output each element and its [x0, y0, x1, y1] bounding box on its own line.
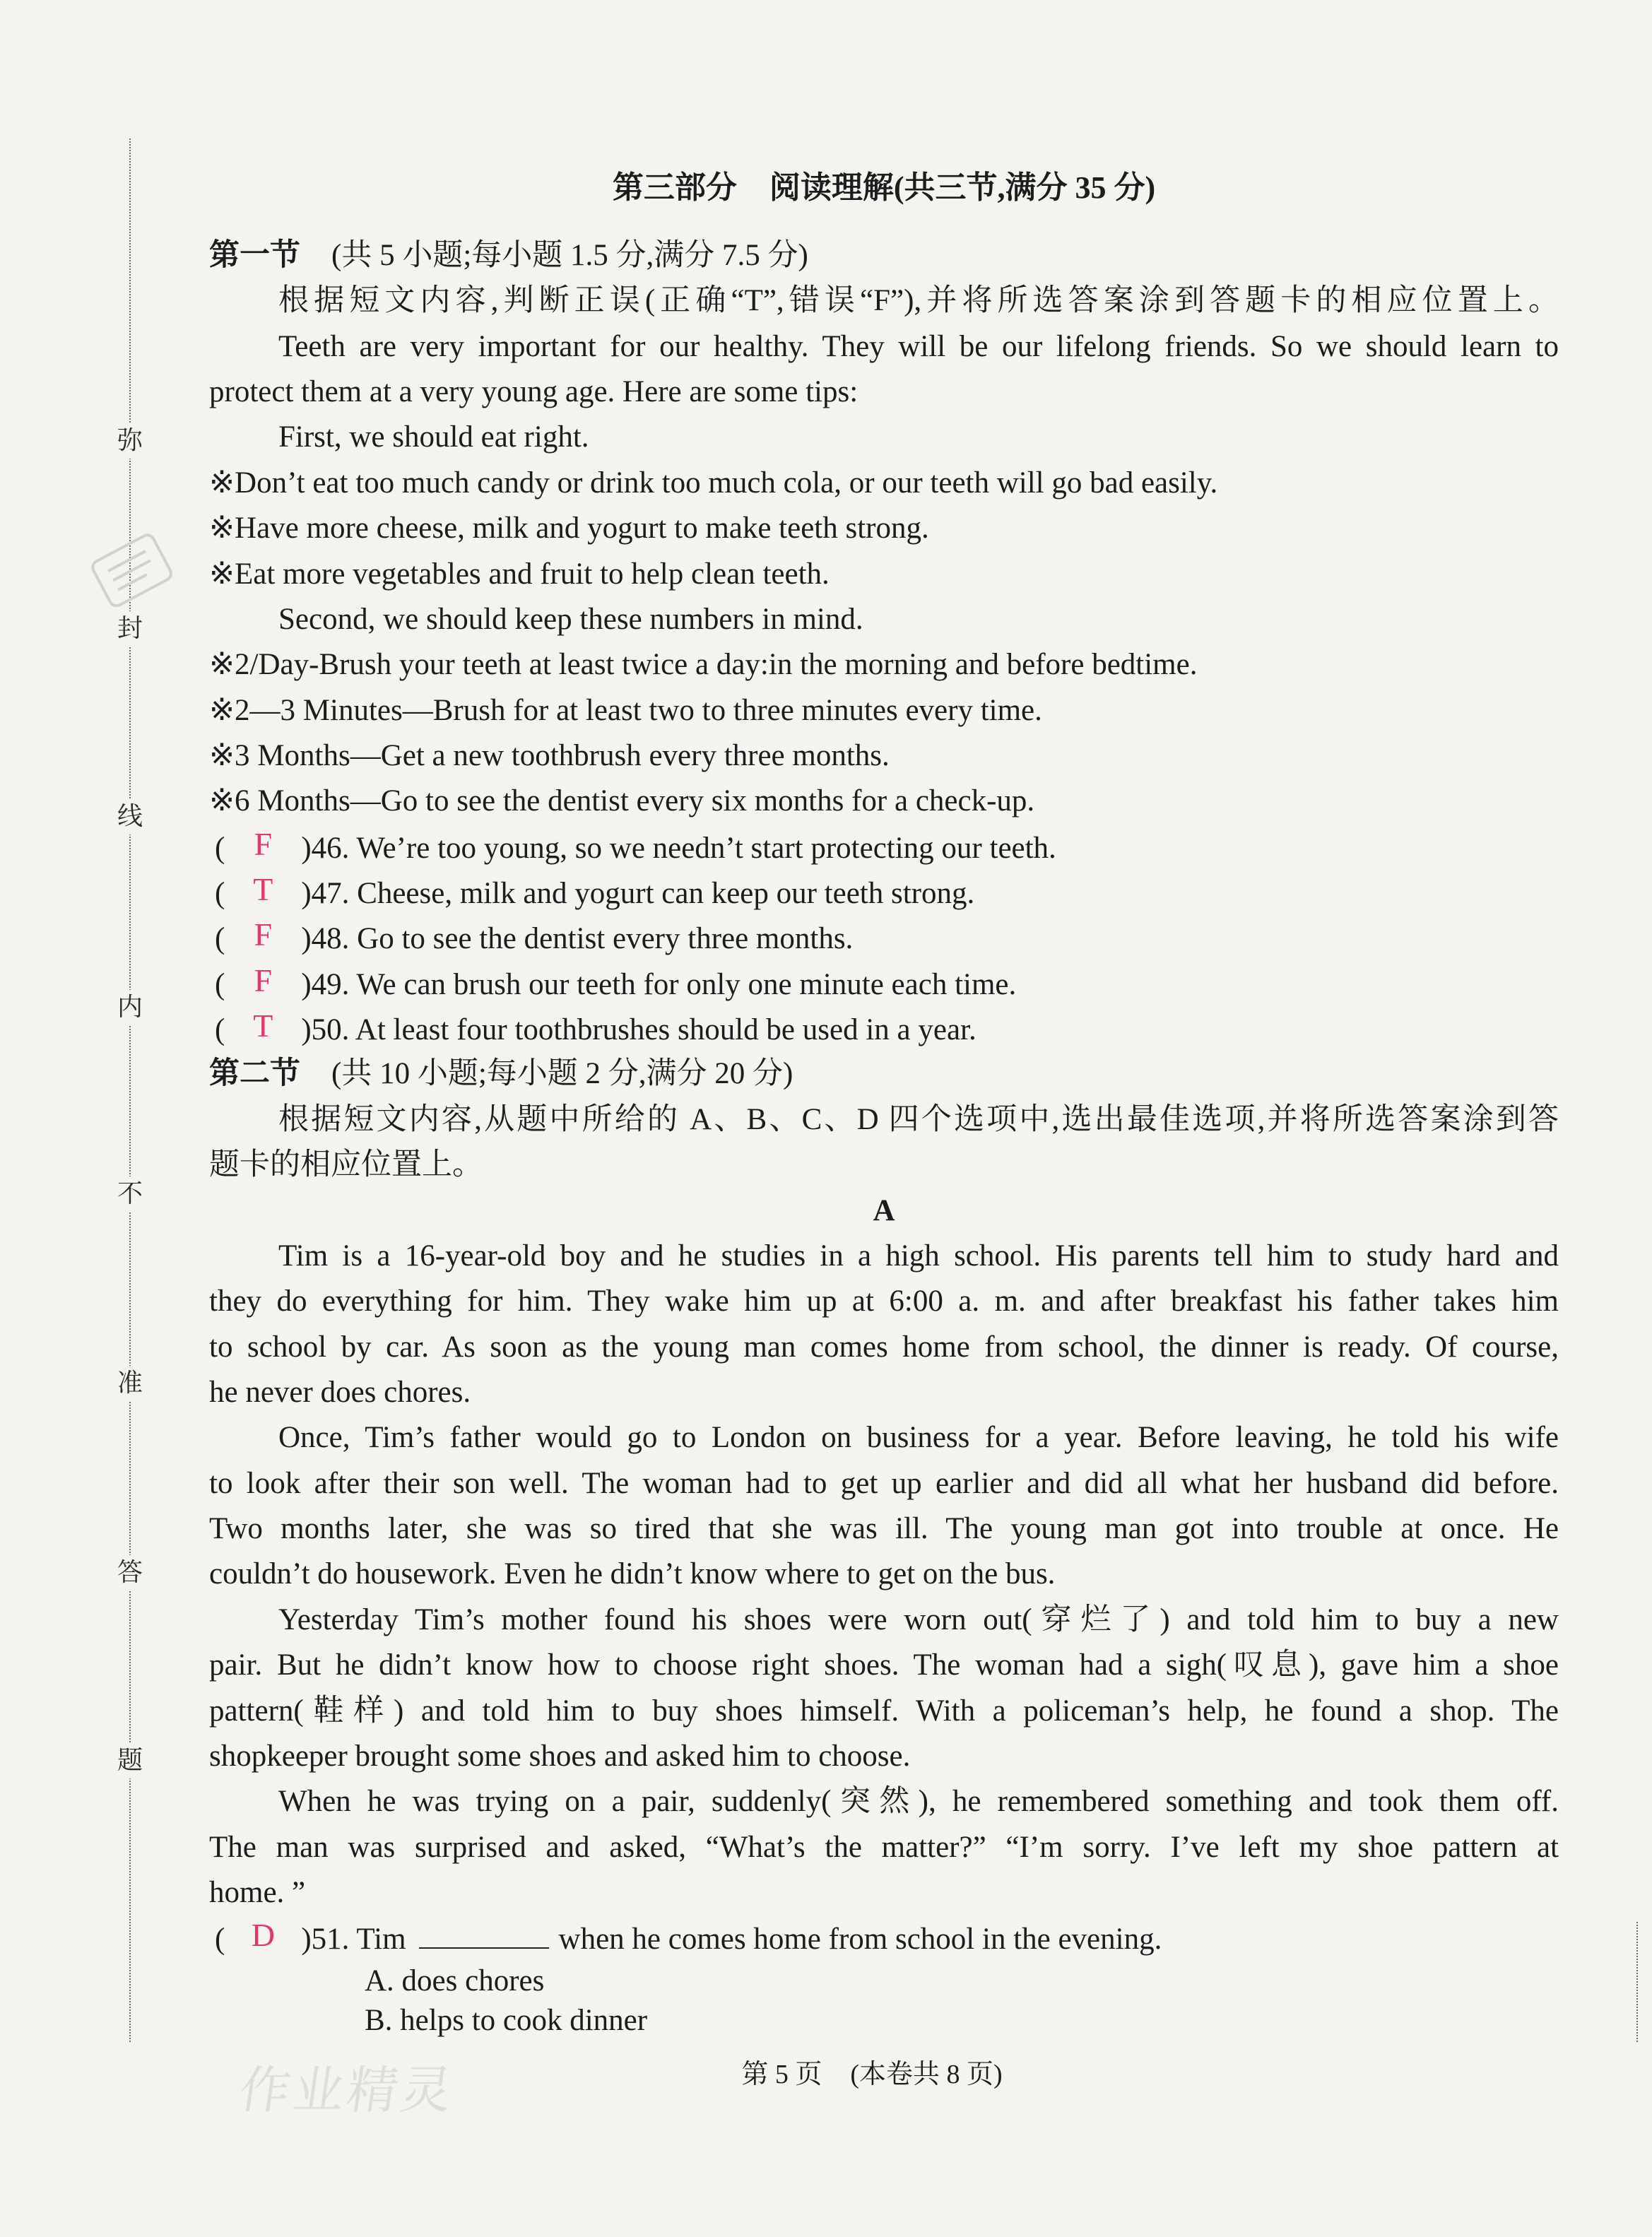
- passage-line: ※Eat more vegetables and fruit to help clean teeth.: [209, 557, 830, 591]
- bracket-open: (: [215, 1013, 225, 1047]
- passage-line: ※6 Months—Go to see the dentist every six months for a check-up.: [209, 784, 1035, 818]
- right-dotted-line: [1636, 1922, 1638, 2042]
- passage-line: When he was trying on a pair, suddenly(突然), he remembered something and took them off.: [278, 1785, 1559, 1819]
- section-1-heading: [209, 233, 1559, 278]
- bracket-close: ): [301, 877, 312, 911]
- option-b: B. helps to cook dinner: [365, 2003, 648, 2037]
- exam-body: [209, 233, 1559, 2041]
- section-2-label: 第二节: [209, 1057, 300, 1091]
- passage-line: shopkeeper brought some shoes and asked him to choose.: [209, 1739, 911, 1773]
- passage-line: ※2/Day-Brush your teeth at least twice a day:in the morning and before bedtime.: [209, 648, 1198, 682]
- question-46: [209, 825, 1559, 870]
- question-47: [209, 870, 1559, 915]
- passage-line: to look after their son well. The woman had to get up earlier and did all what her husband did before.: [209, 1466, 1559, 1500]
- question-text: 48. Go to see the dentist every three months.: [311, 922, 854, 956]
- binding-char: 线: [113, 799, 147, 834]
- passage-line: ※3 Months—Get a new toothbrush every three months.: [209, 738, 890, 772]
- bracket-open: (: [215, 967, 225, 1001]
- passage-line: to school by car. As soon as the young man comes home from school, the dinner is ready. Of course,: [209, 1330, 1559, 1364]
- passage-line: pair. But he didn’t know how to choose right shoes. The woman had a sigh(叹息), gave him a shoe: [209, 1648, 1559, 1682]
- passage-line: home. ”: [209, 1875, 306, 1909]
- section-2-heading: [209, 1051, 1559, 1097]
- binding-char: 答: [113, 1555, 147, 1590]
- binding-char: 不: [113, 1176, 147, 1212]
- bracket-open: (: [215, 877, 225, 911]
- question-49: [209, 961, 1559, 1006]
- passage-line: pattern(鞋样) and told him to buy shoes himself. With a policeman’s help, he found a shop. The: [209, 1694, 1559, 1728]
- question-48: [209, 915, 1559, 960]
- passage-line: couldn’t do housework. Even he didn’t know where to get on the bus.: [209, 1557, 1056, 1591]
- answer-mark: T: [253, 871, 273, 908]
- section-1-label: 第一节: [209, 239, 300, 272]
- watermark-logo-icon: [83, 530, 182, 615]
- passage-line: Yesterday Tim’s mother found his shoes were worn out(穿烂了) and told him to buy a new: [278, 1603, 1559, 1636]
- answer-mark: D: [251, 1917, 275, 1954]
- question-stem-start: 51. Tim: [311, 1923, 406, 1956]
- passage-line: ※Have more cheese, milk and yogurt to make teeth strong.: [209, 512, 929, 545]
- passage-line: Teeth are very important for our healthy. They will be our lifelong friends. So we should learn to: [278, 329, 1559, 363]
- title-name: 阅读理解(共三节,满分 35 分): [769, 170, 1156, 205]
- bracket-close: ): [301, 922, 312, 956]
- binding-char: 准: [113, 1366, 147, 1401]
- bracket-close: ): [301, 1013, 312, 1047]
- watermark-text: 作业精灵: [235, 2060, 459, 2120]
- question-text: 46. We’re too young, so we needn’t start protecting our teeth.: [311, 831, 1056, 865]
- bracket-open: (: [215, 922, 225, 956]
- passage-line: Second, we should keep these numbers in mind.: [278, 602, 863, 636]
- answer-mark: F: [254, 962, 273, 998]
- passage-line: Tim is a 16-year-old boy and he studies in a high school. His parents tell him to study hard and: [278, 1239, 1559, 1273]
- answer-mark: F: [254, 916, 273, 953]
- binding-char: 内: [113, 990, 147, 1025]
- bracket-close: ): [301, 1923, 312, 1956]
- section-1-instruction: 根据短文内容,判断正误(正确“T”,错误“F”),并将所选答案涂到答题卡的相应位置上。: [278, 284, 1559, 318]
- passage-line: The man was surprised and asked, “What’s the matter?” “I’m sorry. I’ve left my shoe pattern at: [209, 1830, 1559, 1864]
- passage-line: First, we should eat right.: [278, 420, 589, 454]
- binding-char: 弥: [113, 423, 147, 459]
- passage-line: Once, Tim’s father would go to London on business for a year. Before leaving, he told his wife: [278, 1421, 1559, 1455]
- section-2-instruction: 根据短文内容,从题中所给的 A、B、C、D 四个选项中,选出最佳选项,并将所选答案涂到答: [278, 1102, 1559, 1136]
- passage-title: A: [873, 1193, 895, 1227]
- question-text: 47. Cheese, milk and yogurt can keep our teeth strong.: [311, 877, 975, 911]
- passage-line: Two months later, she was so tired that she was ill. The young man got into trouble at once. He: [209, 1512, 1559, 1546]
- page-number: 第 5 页: [741, 2060, 822, 2089]
- passage-line: ※Don’t eat too much candy or drink too much cola, or our teeth will go bad easily.: [209, 466, 1218, 500]
- bracket-close: ): [301, 967, 312, 1001]
- question-stem-end: when he comes home from school in the evening.: [558, 1923, 1162, 1956]
- bracket-open: (: [215, 1923, 225, 1956]
- passage-line: he never does chores.: [209, 1375, 471, 1409]
- answer-mark: F: [254, 825, 273, 862]
- binding-char: 题: [113, 1743, 147, 1778]
- question-text: 50. At least four toothbrushes should be used in a year.: [311, 1013, 977, 1047]
- question-text: 49. We can brush our teeth for only one minute each time.: [311, 967, 1017, 1001]
- section-1-info: (共 5 小题;每小题 1.5 分,满分 7.5 分): [331, 239, 808, 272]
- passage-line: protect them at a very young age. Here are some tips:: [209, 375, 859, 409]
- bracket-close: ): [301, 831, 312, 865]
- passage-line: ※2—3 Minutes—Brush for at least two to three minutes every time.: [209, 693, 1042, 727]
- answer-mark: T: [253, 1008, 273, 1044]
- passage-line: they do everything for him. They wake him up at 6:00 a. m. and after breakfast his father takes him: [209, 1285, 1559, 1318]
- question-50: [209, 1006, 1559, 1051]
- binding-char: 封: [113, 611, 147, 647]
- option-a: A. does chores: [365, 1964, 545, 1997]
- bracket-open: (: [215, 831, 225, 865]
- answer-blank: [419, 1923, 549, 1949]
- section-2-info: (共 10 小题;每小题 2 分,满分 20 分): [331, 1057, 793, 1091]
- section-2-instruction: 题卡的相应位置上。: [209, 1148, 483, 1182]
- question-51: [209, 1916, 1559, 1961]
- page-title: [209, 167, 1559, 209]
- page-total: (本卷共 8 页): [850, 2060, 1003, 2089]
- title-part: 第三部分: [612, 170, 737, 205]
